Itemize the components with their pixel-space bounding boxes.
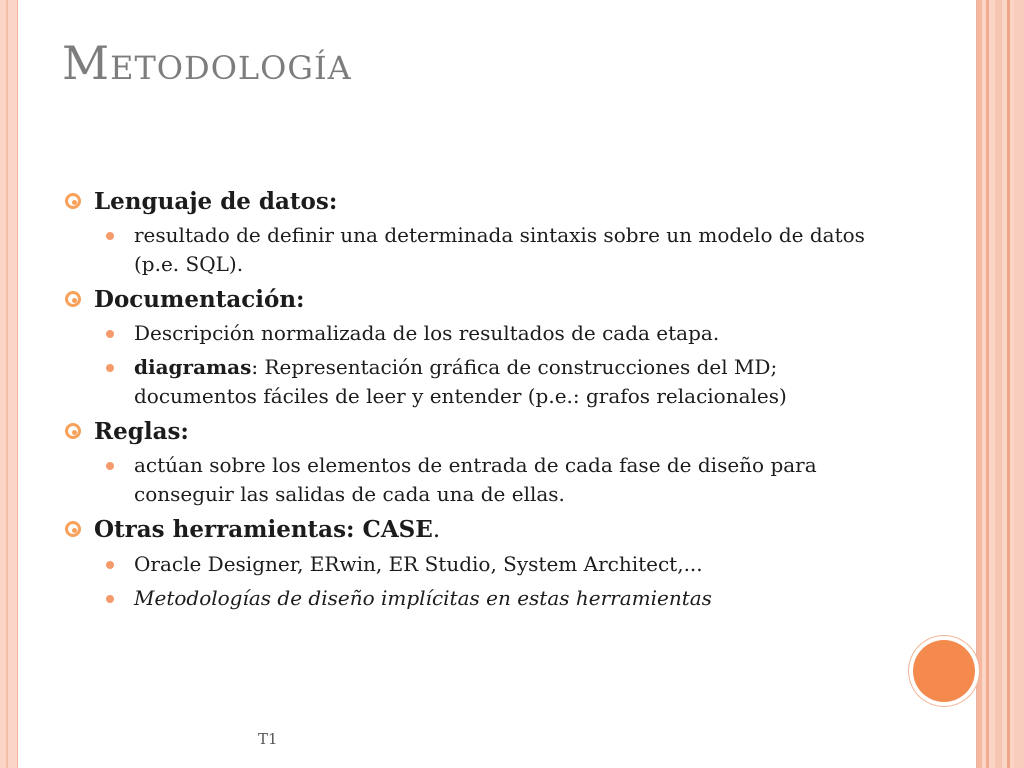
hollow-circle-icon <box>65 193 81 209</box>
frame-inner-line <box>976 0 977 768</box>
section-heading-tail: . <box>432 517 441 543</box>
bullet-dot-icon <box>106 561 114 569</box>
section-otras-herramientas <box>62 514 882 613</box>
hollow-circle-icon <box>65 423 81 439</box>
list-item <box>62 550 882 579</box>
section-heading <box>62 186 882 217</box>
section-reglas <box>62 416 882 509</box>
list-item <box>62 584 882 613</box>
list-item-text: Descripción normalizada de los resultados de cada etapa. <box>134 321 720 345</box>
hollow-circle-icon <box>65 291 81 307</box>
list-item-text: : Representación gráfica de construcciones del MD; documentos fáciles de leer y entender (p.e.: grafos relacionales) <box>134 355 787 408</box>
left-frame-border <box>0 0 18 768</box>
section-heading-text: Reglas: <box>94 418 189 445</box>
bullet-list <box>62 221 882 279</box>
section-heading <box>62 284 882 315</box>
bullet-dot-icon <box>106 595 114 603</box>
frame-stripe <box>1014 0 1024 768</box>
list-item-text: Oracle Designer, ERwin, ER Studio, System Architect,... <box>134 552 703 576</box>
list-item-text: resultado de definir una determinada sintaxis sobre un modelo de datos (p.e. SQL). <box>134 223 865 276</box>
section-heading-text: Documentación: <box>94 286 305 313</box>
bullet-list <box>62 319 882 411</box>
right-frame-border <box>976 0 1024 768</box>
section-documentacion <box>62 284 882 411</box>
list-item <box>62 353 882 411</box>
list-item-bold-term: diagramas <box>134 355 252 379</box>
list-item <box>62 319 882 348</box>
list-item <box>62 221 882 279</box>
section-heading-text: Otras herramientas: CASE <box>94 516 433 543</box>
slide-content <box>62 186 882 618</box>
section-heading <box>62 416 882 447</box>
slide-footer: T1 <box>258 730 278 748</box>
bullet-dot-icon <box>106 330 114 338</box>
slide-title: Metodología <box>62 36 352 90</box>
frame-stripe <box>1007 0 1010 768</box>
bullet-dot-icon <box>106 364 114 372</box>
section-heading <box>62 514 882 546</box>
bullet-dot-icon <box>106 462 114 470</box>
list-item-text: actúan sobre los elementos de entrada de cada fase de diseño para conseguir las salidas de cada una de ellas. <box>134 453 817 506</box>
bullet-list <box>62 550 882 613</box>
decorative-orange-circle <box>913 640 975 702</box>
section-heading-text: Lenguaje de datos: <box>94 188 338 215</box>
frame-stripe <box>986 0 989 768</box>
frame-stripe <box>995 0 1002 768</box>
hollow-circle-icon <box>65 521 81 537</box>
list-item-text: Metodologías de diseño implícitas en estas herramientas <box>134 586 712 610</box>
list-item <box>62 451 882 509</box>
bullet-dot-icon <box>106 232 114 240</box>
bullet-list <box>62 451 882 509</box>
section-lenguaje-de-datos <box>62 186 882 279</box>
